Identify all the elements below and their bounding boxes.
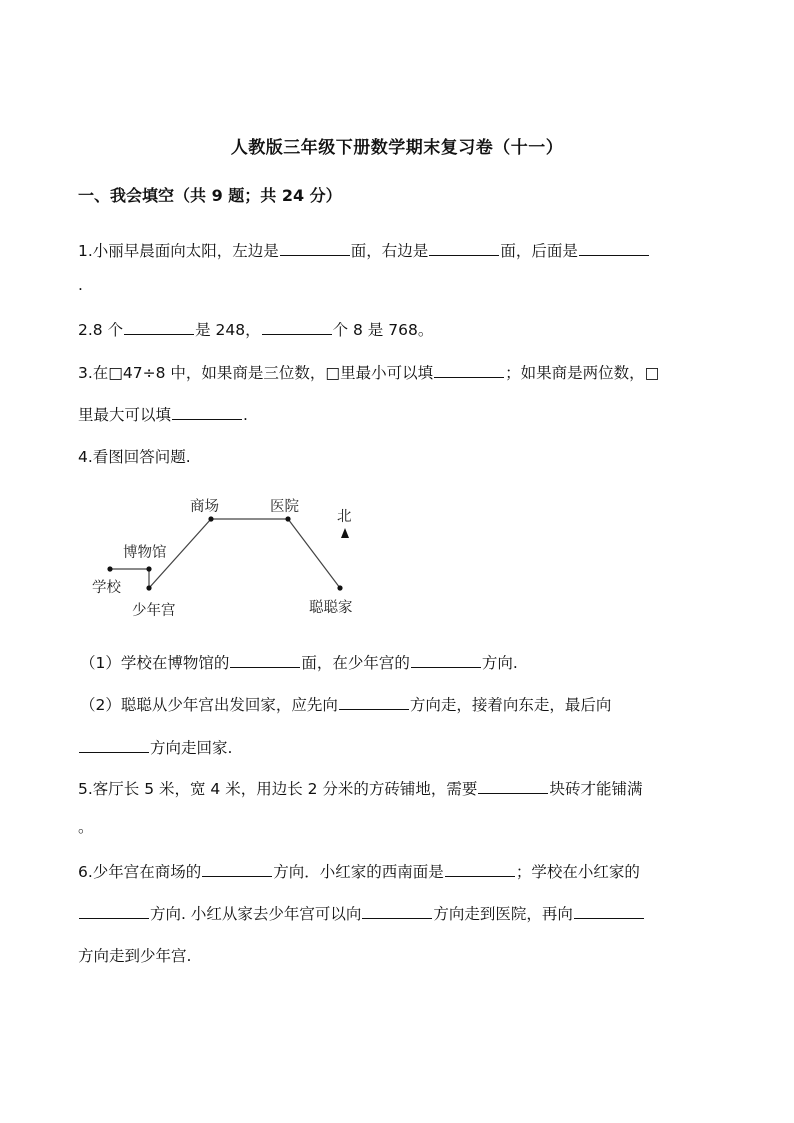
mall-point [208, 516, 213, 521]
q4p1-text-c: 方向. [481, 654, 518, 672]
q6-text-e: 方向走到医院，再向 [433, 905, 573, 923]
answer-blank[interactable] [202, 875, 272, 877]
question-4-part-2-cont [78, 736, 232, 758]
answer-blank[interactable] [230, 666, 300, 668]
q5-text-a: 5.客厅长 5 米，宽 4 米，用边长 2 分米的方砖铺地，需要 [78, 780, 478, 798]
question-3 [78, 361, 659, 383]
answer-blank[interactable] [79, 917, 149, 919]
question-4-part-1 [80, 651, 518, 673]
label-school: 学校 [92, 580, 121, 596]
label-home: 聪聪家 [309, 600, 353, 616]
question-2 [78, 318, 433, 340]
section-heading: 一、我会填空（共 9 题；共 24 分） [78, 186, 342, 205]
q2-text-a: 2.8 个 [78, 321, 124, 339]
q4p2-text-b: 方向走，接着向东走，最后向 [409, 696, 612, 714]
label-hospital: 医院 [270, 499, 299, 515]
hospital-point [285, 516, 290, 521]
answer-blank[interactable] [434, 376, 504, 378]
label-north: 北 [337, 509, 352, 525]
q4p1-text-a: （1）学校在博物馆的 [80, 654, 230, 672]
answer-blank[interactable] [339, 708, 409, 710]
q1-text-c: 面，后面是 [500, 242, 578, 260]
q4p2-text-a: （2）聪聪从少年宫出发回家，应先向 [80, 696, 338, 714]
q3-text-d: . [243, 406, 248, 424]
q1-text-a: 1.小丽早晨面向太阳，左边是 [78, 242, 279, 260]
q1-text-b: 面，右边是 [350, 242, 429, 260]
q3-text-a: 3.在□47÷8 中，如果商是三位数，□里最小可以填 [78, 364, 434, 382]
answer-blank[interactable] [574, 917, 644, 919]
answer-blank[interactable] [429, 254, 499, 256]
answer-blank[interactable] [280, 254, 350, 256]
answer-blank[interactable] [262, 333, 332, 335]
q3-text-b: ；如果商是两位数，□ [505, 364, 660, 382]
route-map [78, 488, 378, 628]
answer-blank[interactable] [172, 418, 242, 420]
q5-text-b: 块砖才能铺满 [549, 780, 643, 798]
label-mall: 商场 [190, 499, 219, 515]
answer-blank[interactable] [124, 333, 194, 335]
q6-text-f: 方向走到少年宫. [78, 947, 192, 965]
page-title: 人教版三年级下册数学期末复习卷（十一） [230, 138, 564, 158]
answer-blank[interactable] [445, 875, 515, 877]
q2-text-c: 个 8 是 768。 [332, 321, 434, 339]
answer-blank[interactable] [411, 666, 481, 668]
q5-text-c: 。 [78, 818, 94, 836]
question-4-part-2 [80, 693, 611, 715]
question-6 [78, 860, 640, 882]
north-arrow-icon [341, 528, 349, 538]
answer-blank[interactable] [579, 254, 649, 256]
answer-blank[interactable] [362, 917, 432, 919]
question-1 [78, 239, 650, 261]
youth-palace-point [146, 585, 151, 590]
answer-blank[interactable] [478, 792, 548, 794]
question-6-cont [78, 902, 645, 924]
answer-blank[interactable] [79, 751, 149, 753]
q4p1-text-b: 面，在少年宫的 [301, 654, 410, 672]
q3-text-c: 里最大可以填 [78, 406, 172, 424]
question-4-stem: 4.看图回答问题. [78, 448, 191, 466]
school-point [107, 566, 112, 571]
q6-text-c: ；学校在小红家的 [515, 863, 640, 881]
q6-text-a: 6.少年宫在商场的 [78, 863, 202, 881]
q4p2-text-c: 方向走回家. [150, 739, 233, 757]
q6-text-b: 方向．小红家的西南面是 [273, 863, 444, 881]
label-youth-palace: 少年宫 [132, 603, 176, 619]
museum-point [146, 566, 151, 571]
home-point [337, 585, 342, 590]
q2-text-b: 是 248， [195, 321, 261, 339]
q6-text-d: 方向. 小红从家去少年宫可以向 [150, 905, 362, 923]
q1-text-d: . [78, 276, 83, 294]
question-3-cont [78, 403, 248, 425]
question-5 [78, 777, 642, 799]
label-museum: 博物馆 [123, 545, 167, 561]
